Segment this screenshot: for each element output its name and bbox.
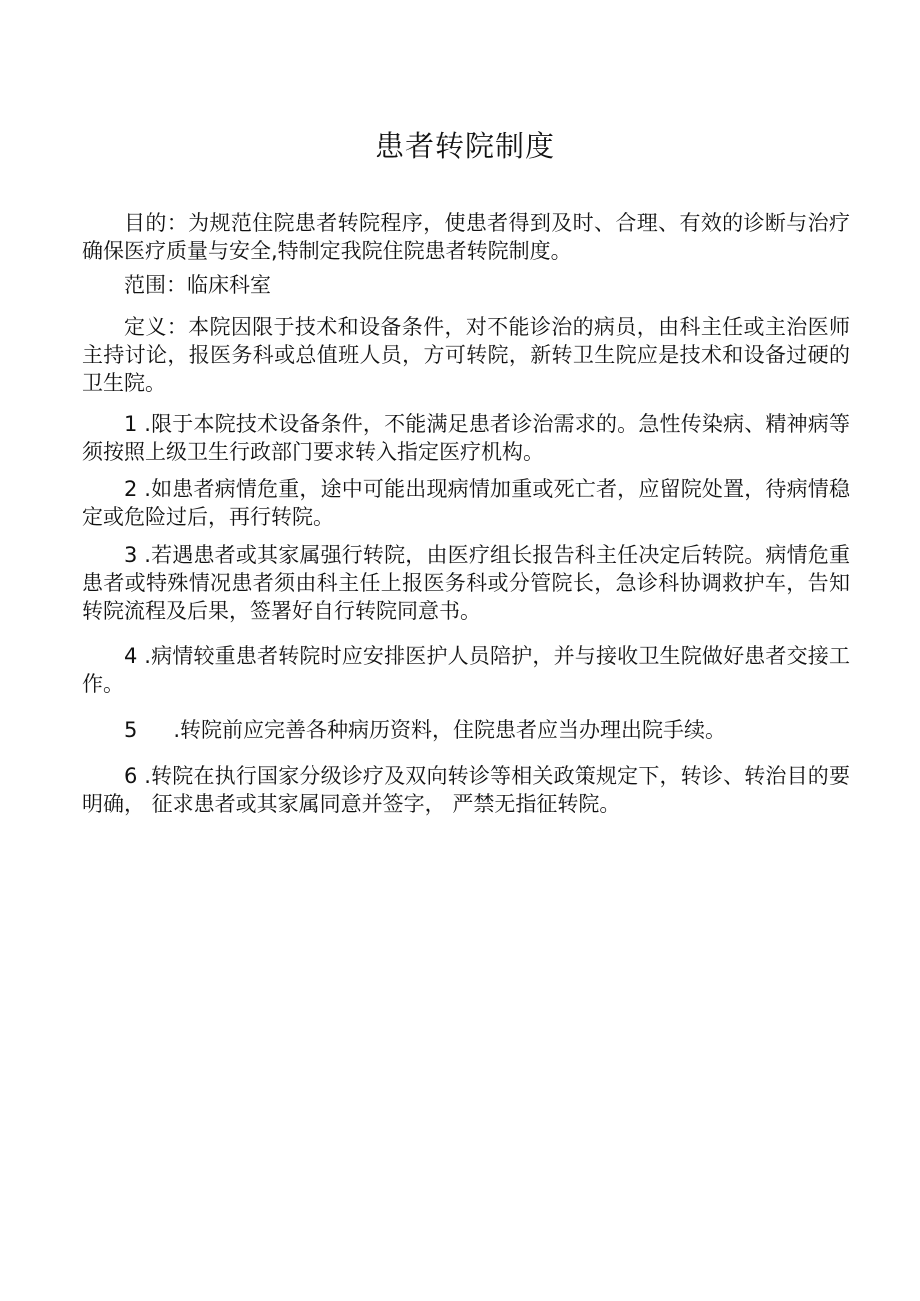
document-title: 患者转院制度 — [374, 129, 555, 163]
rule-text: .转院前应完善各种病历资料，住院患者应当办理出院手续。 — [173, 718, 727, 742]
rule-item-2 — [82, 475, 850, 531]
rule-text: .转院在执行国家分级诊疗及双向转诊等相关政策规定下，转诊、转治目的要明确， 征求患者或其家属同意并签字， 严禁无指征转院。 — [82, 764, 850, 816]
rule-item-1 — [82, 410, 850, 466]
purpose-paragraph: 目的：为规范住院患者转院程序，使患者得到及时、合理、有效的诊断与治疗确保医疗质量与安全,特制定我院住院患者转院制度。 — [82, 211, 850, 263]
definition-paragraph: 定义：本院因限于技术和设备条件，对不能诊治的病员，由科主任或主治医师主持讨论，报医务科或总值班人员，方可转院，新转卫生院应是技术和设备过硬的卫生院。 — [82, 315, 850, 395]
rule-item-5 — [82, 716, 850, 744]
rule-number: 5 — [124, 718, 138, 742]
rule-item-6 — [82, 762, 850, 818]
rule-text: .若遇患者或其家属强行转院，由医疗组长报告科主任决定后转院。病情危重患者或特殊情况患者须由科主任上报医务科或分管院长，急诊科协调救护车，告知转院流程及后果，签署好自行转院同意书。 — [82, 543, 850, 623]
rule-text: .限于本院技术设备条件，不能满足患者诊治需求的。急性传染病、精神病等须按照上级卫生行政部门要求转入指定医疗机构。 — [82, 412, 850, 464]
rule-text: .病情较重患者转院时应安排医护人员陪护，并与接收卫生院做好患者交接工作。 — [82, 644, 850, 696]
rule-number: 1 — [124, 412, 138, 436]
rule-number: 4 — [124, 644, 138, 668]
rule-number: 2 — [124, 477, 138, 501]
rule-number: 6 — [124, 764, 138, 788]
rule-item-4 — [82, 642, 850, 698]
scope-paragraph: 范围：临床科室 — [124, 273, 271, 297]
rule-text: .如患者病情危重，途中可能出现病情加重或死亡者，应留院处置，待病情稳定或危险过后，再行转院。 — [82, 477, 850, 529]
rule-number: 3 — [124, 543, 138, 567]
rule-item-3 — [82, 541, 850, 625]
